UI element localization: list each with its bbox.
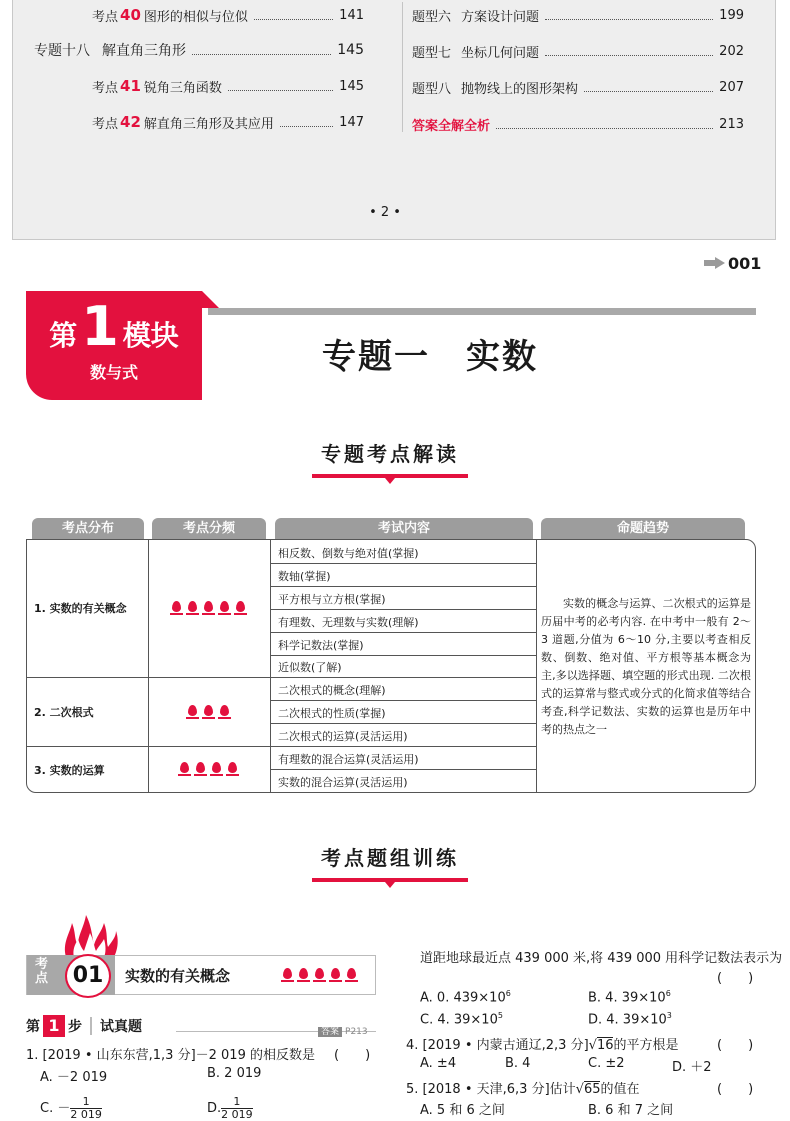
step-prefix: 第 — [26, 1019, 40, 1035]
flame-icon — [281, 968, 294, 982]
toc-page-number: 141 — [339, 7, 364, 23]
toc-prefix: 专题十八 — [34, 43, 90, 59]
step-name: 试真题 — [100, 1019, 142, 1035]
option-c[interactable]: C. ±2 — [588, 1056, 625, 1071]
option-d[interactable] — [588, 1011, 672, 1027]
flame-icon — [218, 705, 231, 719]
flame-icon — [202, 705, 215, 719]
fire-icon — [62, 915, 118, 957]
page-number: • 2 • — [369, 205, 401, 220]
frequency-flames — [178, 762, 239, 776]
toc-leader — [280, 118, 333, 127]
toc-page-number: 202 — [719, 43, 744, 59]
toc-title: 坐标几何问题 — [461, 45, 540, 61]
module-corner — [202, 291, 219, 308]
question-stem: 道距地球最近点 439 000 米,将 439 000 用科学记数法表示为 — [420, 951, 783, 966]
toc-page-number: 147 — [339, 114, 364, 130]
frequency-flames — [281, 968, 358, 982]
banner-number: 01 — [65, 954, 111, 998]
page-code: 001 — [728, 254, 762, 273]
toc-prefix: 题型七 — [412, 45, 452, 61]
toc-leader — [584, 83, 713, 92]
option-c-label: C. 4. 39×10 — [420, 1012, 498, 1028]
table-header: 命题趋势 — [541, 518, 745, 540]
toc-prefix: 考点 — [92, 116, 119, 132]
toc-title: 解直角三角形及其应用 — [143, 116, 274, 132]
exam-content: 科学记数法(掌握) — [278, 638, 364, 652]
toc-prefix: 考点 — [92, 9, 119, 25]
option-b[interactable]: B. 4 — [505, 1056, 531, 1071]
toc-entry[interactable] — [34, 40, 364, 60]
option-a-label: A. 0. 439×10 — [420, 990, 506, 1006]
flame-icon — [297, 968, 310, 982]
option-d[interactable]: D. ＋2 — [672, 1060, 712, 1075]
toc-number: 42 — [120, 113, 141, 131]
flame-icon — [210, 762, 223, 776]
table-header: 考点分布 — [32, 518, 144, 540]
sqrt-icon: √ — [575, 1082, 584, 1097]
exam-content: 平方根与立方根(掌握) — [278, 592, 386, 606]
option-b[interactable]: B. 6 和 7 之间 — [588, 1103, 674, 1118]
exponent: 3 — [666, 1011, 672, 1020]
option-d-label: D. 4. 39×10 — [588, 1012, 667, 1028]
table-divider — [270, 586, 536, 587]
exam-content: 数轴(掌握) — [278, 569, 331, 583]
option-d[interactable] — [207, 1096, 253, 1121]
exam-content: 实数的混合运算(灵活运用) — [278, 775, 408, 789]
trend-text: 实数的概念与运算、二次根式的运算是历届中考的必考内容. 在中考中一般有 2～3 道题,分值为 6～10 分,主要以考查相反数、倒数、绝对值、平方根等基本概念为主,多以选择题、填空题的形式出现. 二次根式的运算常与整式或分式的化简求值等结合考查,科学记数法、实数的运算也是历年中考的热点之一 — [541, 597, 751, 736]
toc-prefix: 题型六 — [412, 9, 452, 25]
exam-point-name: 3. 实数的运算 — [34, 764, 105, 777]
answer-page: P213 — [345, 1027, 368, 1037]
toc-title: 解直角三角形 — [102, 43, 186, 59]
fraction-numerator: 1 — [221, 1096, 253, 1109]
option-a[interactable]: A. 5 和 6 之间 — [420, 1103, 505, 1118]
flame-icon — [218, 601, 231, 615]
option-a[interactable] — [420, 989, 511, 1005]
option-a[interactable]: A. ±4 — [420, 1056, 457, 1071]
frequency-flames — [170, 601, 247, 615]
module-subtitle: 数与式 — [89, 363, 138, 382]
module-title — [26, 295, 202, 358]
toc-entry-answers[interactable] — [412, 114, 744, 134]
toc-prefix: 考点 — [92, 80, 119, 96]
answer-blank[interactable]: ( ) — [717, 1038, 754, 1053]
table-divider — [270, 769, 536, 770]
option-b[interactable]: B. 2 019 — [207, 1066, 262, 1081]
arrow-right-icon — [704, 257, 726, 269]
fraction-denominator: 2 019 — [221, 1108, 253, 1121]
table-divider — [148, 540, 149, 792]
toc-title: 方案设计问题 — [461, 9, 540, 25]
banner-title: 实数的有关概念 — [125, 967, 231, 985]
flame-icon — [186, 705, 199, 719]
toc-page-number: 145 — [339, 78, 364, 94]
toc-entry[interactable] — [92, 5, 364, 25]
toc-leader — [228, 82, 333, 91]
toc-entry[interactable] — [412, 41, 744, 61]
toc-entry[interactable] — [92, 112, 364, 132]
exam-point-name: 2. 二次根式 — [34, 706, 94, 719]
exam-content: 相反数、倒数与绝对值(掌握) — [278, 546, 419, 560]
flame-icon — [313, 968, 326, 982]
section-heading — [312, 842, 468, 871]
flame-icon — [345, 968, 358, 982]
toc-title: 答案全解全析 — [412, 118, 491, 134]
table-divider — [536, 540, 537, 792]
banner-label: 考点 — [35, 957, 49, 986]
answer-blank[interactable]: ( ) — [334, 1048, 371, 1063]
module-rule — [208, 308, 756, 315]
question-text: 的平方根是 — [613, 1038, 679, 1053]
module-badge — [26, 291, 202, 400]
table-divider — [270, 540, 271, 792]
table-divider — [27, 677, 536, 678]
table-divider — [270, 700, 536, 701]
exam-point-banner — [26, 955, 376, 995]
flame-icon — [202, 601, 215, 615]
answer-label: 答案 — [318, 1027, 342, 1037]
toc-leader — [254, 11, 333, 20]
option-c[interactable] — [420, 1011, 503, 1027]
chapter-title: 专题一 实数 — [322, 337, 538, 377]
flame-icon — [178, 762, 191, 776]
heading-pointer — [385, 882, 395, 888]
option-b[interactable] — [588, 989, 671, 1005]
question-stem: 1. [2019 • 山东东营,1,3 分]－2 019 的相反数是 — [26, 1048, 315, 1063]
exam-content: 二次根式的概念(理解) — [278, 683, 386, 697]
fraction-denominator: 2 019 — [70, 1108, 102, 1121]
module-suffix: 模块 — [122, 319, 179, 352]
exam-point-name: 1. 实数的有关概念 — [34, 602, 127, 615]
option-c[interactable] — [40, 1096, 102, 1121]
exam-content: 有理数的混合运算(灵活运用) — [278, 752, 419, 766]
sqrt-icon: √ — [588, 1038, 597, 1053]
section-heading — [312, 438, 468, 467]
table-header: 考试内容 — [275, 518, 533, 540]
module-number: 1 — [81, 295, 119, 358]
answer-reference[interactable] — [318, 1024, 368, 1037]
option-a[interactable]: A. －2 019 — [40, 1070, 108, 1085]
toc-leader — [545, 47, 713, 56]
table-header: 考点分频 — [152, 518, 266, 540]
exponent: 5 — [497, 1011, 503, 1020]
question-stem — [406, 1034, 679, 1053]
fraction-numerator: 1 — [70, 1096, 102, 1109]
table-divider — [270, 632, 536, 633]
toc-title: 锐角三角函数 — [143, 80, 222, 96]
toc-leader — [545, 11, 713, 20]
toc-number: 40 — [120, 6, 141, 24]
exam-content: 二次根式的运算(灵活运用) — [278, 729, 408, 743]
table-divider — [270, 609, 536, 610]
flame-icon — [170, 601, 183, 615]
step-header — [26, 1015, 142, 1037]
module-prefix: 第 — [49, 319, 78, 352]
question-text: 的值在 — [600, 1082, 640, 1097]
toc-page-number: 199 — [719, 7, 744, 23]
step-suffix: 步 — [68, 1019, 82, 1035]
flame-icon — [186, 601, 199, 615]
option-b-label: B. 4. 39×10 — [588, 990, 666, 1006]
exam-content: 有理数、无理数与实数(理解) — [278, 615, 419, 629]
section-heading-text: 专题考点解读 — [321, 442, 459, 466]
section-heading-text: 考点题组训练 — [321, 846, 459, 870]
step-separator — [90, 1017, 92, 1035]
toc-title: 图形的相似与位似 — [143, 9, 248, 25]
radicand: 65 — [583, 1082, 601, 1097]
toc-page-number: 145 — [337, 42, 364, 58]
question-stem — [406, 1078, 640, 1097]
flame-icon — [226, 762, 239, 776]
toc-entry[interactable] — [412, 77, 744, 97]
flame-icon — [329, 968, 342, 982]
step-number: 1 — [43, 1015, 65, 1037]
toc-number: 41 — [120, 77, 141, 95]
exponent: 6 — [505, 989, 511, 998]
toc-entry[interactable] — [92, 76, 364, 96]
question-source: 5. [2018 • 天津,6,3 分]估计 — [406, 1082, 576, 1097]
flame-icon — [194, 762, 207, 776]
table-divider — [27, 746, 536, 747]
table-divider — [270, 723, 536, 724]
answer-blank[interactable]: ( ) — [717, 1082, 754, 1097]
exam-content: 二次根式的性质(掌握) — [278, 706, 386, 720]
answer-blank[interactable]: ( ) — [717, 971, 754, 986]
toc-entry[interactable] — [412, 5, 744, 25]
heading-pointer — [385, 478, 395, 484]
flame-icon — [234, 601, 247, 615]
toc-leader — [192, 46, 331, 55]
exponent: 6 — [665, 989, 671, 998]
table-divider — [270, 563, 536, 564]
table-divider — [270, 655, 536, 656]
question-source: 4. [2019 • 内蒙古通辽,2,3 分] — [406, 1038, 589, 1053]
toc-divider — [402, 2, 403, 132]
toc-page-number: 207 — [719, 79, 744, 95]
toc-prefix: 题型八 — [412, 81, 452, 97]
option-c-label: C. － — [40, 1101, 71, 1116]
exam-content: 近似数(了解) — [278, 661, 342, 674]
toc-title: 抛物线上的图形架构 — [461, 81, 579, 97]
option-d-label: D. — [207, 1101, 222, 1116]
toc-leader — [496, 120, 713, 129]
radicand: 16 — [596, 1038, 614, 1053]
toc-page-number: 213 — [719, 116, 744, 132]
frequency-flames — [186, 705, 231, 719]
